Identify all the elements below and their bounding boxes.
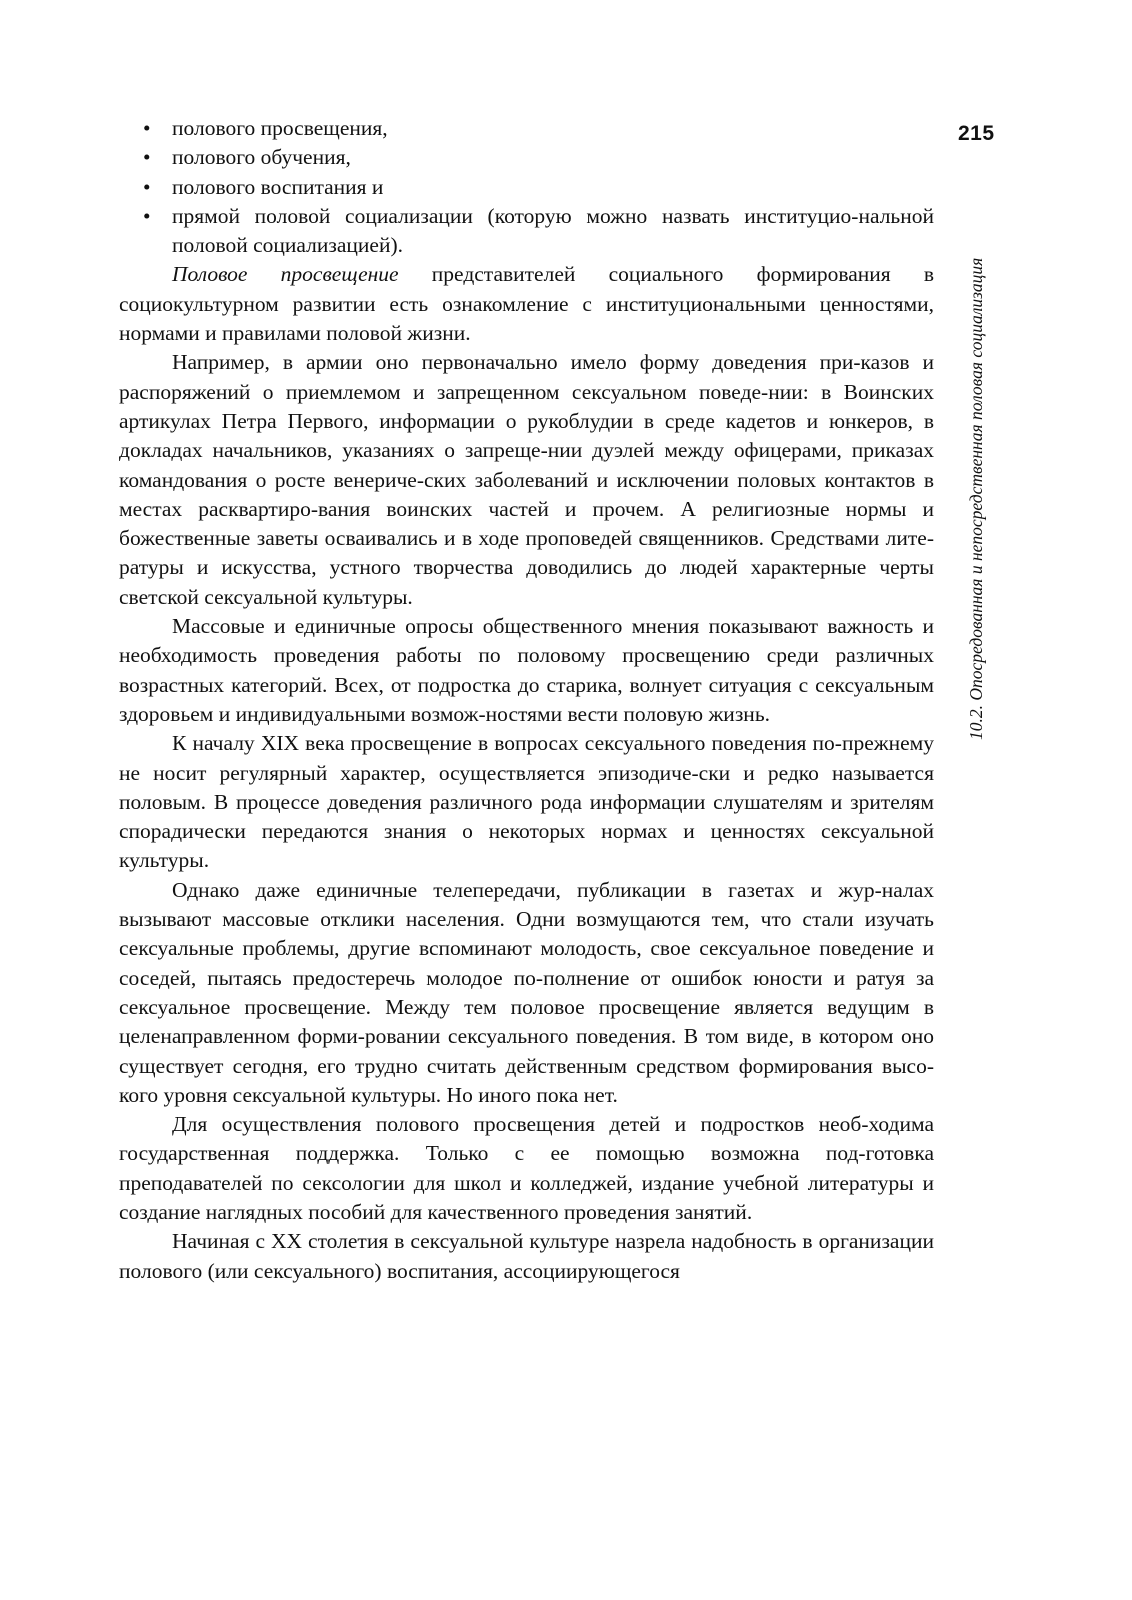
paragraph-surveys: Массовые и единичные опросы общественного мнения показывают важность и необходимость проведения работы по половому просвещению среди различных возрастных категорий. Всех, от подростка до старика, волнует ситуация с сексуальным здоровьем и индивидуальными возмож-ностями вести половую жизнь. <box>119 614 934 726</box>
page-content <box>119 114 934 1286</box>
page-number: 215 <box>958 122 995 145</box>
list-item <box>119 173 934 202</box>
paragraph-army-example: Например, в армии оно первоначально имело форму доведения при-казов и распоряжений о приемлемом и запрещенном сексуальном поведе-нии: в Воинских артикулах Петра Первого, информации о рукоблудии в среде кадетов и юнкеров, в докладах начальников, указаниях о запреще-нии дуэлей между офицерами, приказах командования о росте венериче-ских заболеваний и исключении половых контактов в местах расквартиро-вания воинских частей и прочем. А религиозные нормы и божественные заветы осваивались и в ходе проповедей священников. Средствами лите-ратуры и искусства, устного творчества доводились до людей характерные черты светской сексуальной культуры. <box>119 350 934 609</box>
paragraph-definition <box>119 260 934 348</box>
list-item <box>119 143 934 172</box>
bullet-icon: • <box>143 203 151 228</box>
defined-term: Половое просвещение <box>172 262 399 287</box>
bullet-icon: • <box>143 145 151 170</box>
bullet-list <box>119 114 934 260</box>
paragraph-xx-century: Начиная с XX столетия в сексуальной культуре назрела надобность в организации полового (или сексуального) воспитания, ассоциирующегося <box>119 1229 934 1283</box>
list-item <box>119 202 934 261</box>
list-item <box>119 114 934 143</box>
list-item-text: полового обучения, <box>172 145 351 170</box>
paragraph-public-response: Однако даже единичные телепередачи, публикации в газетах и жур-налах вызывают массовые отклики населения. Одни возмущаются тем, что стали изучать сексуальные проблемы, другие вспоминают молодость, свое сексуальное поведение и соседей, пытаясь предостеречь молодое по-полнение от ошибок юности и ратуя за сексуальное просвещение. Между тем половое просвещение является ведущим в целенаправленном форми-ровании сексуального поведения. В том виде, в котором оно существует сегодня, его трудно считать действенным средством формирования высо-кого уровня сексуальной культуры. Но иного пока нет. <box>119 877 934 1107</box>
running-header: 10.2. Опосредованная и непосредственная половая социализация <box>966 257 986 740</box>
list-item-text: полового воспитания и <box>172 174 384 199</box>
paragraph-xix-century: К началу XIX века просвещение в вопросах сексуального поведения по-прежнему не носит регулярный характер, осуществляется эпизодиче-ски и редко называется половым. В процессе доведения различного рода информации слушателям и зрителям спорадически передаются знания о некоторых нормах и ценностях сексуальной культуры. <box>119 731 934 873</box>
list-item-text: прямой половой социализации (которую можно назвать институцио-нальной половой социализацией). <box>172 203 934 258</box>
list-item-text: полового просвещения, <box>172 116 388 140</box>
definition-text: представителей социального формирования в социокультурном развитии есть ознакомление с институциональными ценностями, нормами и правилами половой жизни. <box>119 262 934 346</box>
bullet-icon: • <box>143 116 151 140</box>
paragraph-state-support: Для осуществления полового просвещения детей и подростков необ-ходима государственная поддержка. Только с ее помощью возможна под-готовка преподавателей по сексологии для школ и колледжей, издание учебной литературы и создание наглядных пособий для качественного проведения занятий. <box>119 1112 934 1224</box>
bullet-icon: • <box>143 174 151 199</box>
